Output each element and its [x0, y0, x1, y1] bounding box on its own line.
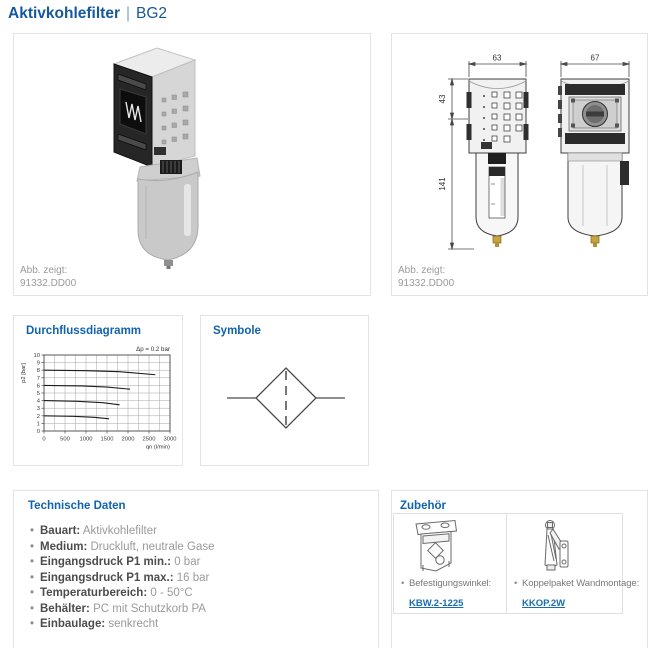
svg-text:p2 [bar]: p2 [bar]: [21, 363, 27, 383]
svg-text:4: 4: [36, 398, 40, 405]
svg-text:2: 2: [36, 413, 40, 420]
page-title-main: Aktivkohlefilter: [8, 5, 120, 22]
title-separator: |: [125, 5, 131, 22]
svg-text:10: 10: [33, 353, 40, 359]
dim-141: 141: [438, 177, 447, 191]
accessory-label-bracket: • Befestigungswinkel:: [401, 578, 491, 589]
technical-data-panel: [13, 490, 379, 648]
svg-text:1: 1: [36, 421, 40, 428]
accessory-card-bracket: [393, 513, 507, 614]
svg-text:qn (l/min): qn (l/min): [145, 444, 170, 451]
svg-text:1500: 1500: [100, 436, 114, 443]
tech-item-einbaulage: • Einbaulage: senkrecht: [30, 617, 215, 633]
flow-panel-heading: Durchflussdiagramm: [26, 325, 142, 337]
product-caption-line2: 91332.DD00: [20, 277, 77, 289]
svg-text:2000: 2000: [121, 436, 135, 443]
product-caption-line1: Abb. zeigt:: [20, 265, 68, 276]
dim-63: 63: [492, 53, 502, 63]
bracket-icon: [414, 519, 460, 573]
drawing-caption-line1: Abb. zeigt:: [398, 265, 446, 276]
front-view-drawing: [467, 79, 529, 247]
product-caption: [20, 265, 76, 290]
svg-text:0: 0: [36, 429, 40, 435]
page-title: [8, 5, 167, 23]
accessories-panel: [391, 490, 648, 648]
svg-text:7: 7: [36, 375, 40, 382]
tech-item-p1-max: • Eingangsdruck P1 max.: 16 bar: [30, 571, 215, 587]
side-view-drawing: [558, 79, 629, 247]
tech-item-p1-min: • Eingangsdruck P1 min.: 0 bar: [30, 555, 215, 571]
tech-item-behaelter: • Behälter: PC mit Schutzkorb PA: [30, 602, 215, 618]
symbols-panel-heading: Symbole: [213, 325, 261, 337]
accessories-panel-heading: Zubehör: [400, 500, 446, 512]
product-photo: [14, 34, 370, 295]
accessory-label-wall-mount: • Koppelpaket Wandmontage:: [514, 578, 639, 589]
drawing-caption: [398, 265, 454, 290]
dimension-drawing-panel: [391, 33, 648, 296]
page-title-variant: BG2: [136, 5, 168, 22]
svg-text:3000: 3000: [163, 436, 177, 443]
symbols-panel: [200, 315, 369, 466]
tech-item-medium: • Medium: Druckluft, neutrale Gase: [30, 540, 215, 556]
tech-data-list: [30, 524, 215, 633]
tech-item-temperatur: • Temperaturbereich: 0 - 50°C: [30, 586, 215, 602]
accessory-link-kbw[interactable]: KBW.2-1225: [409, 598, 464, 609]
svg-text:5: 5: [36, 391, 40, 397]
svg-text:6: 6: [36, 383, 40, 390]
svg-text:0: 0: [42, 436, 46, 443]
flow-chart-wrap: [18, 343, 180, 458]
dim-43: 43: [438, 94, 447, 104]
tech-item-bauart: • Bauart: Aktivkohlefilter: [30, 524, 215, 540]
accessory-card-wall-mount: [506, 513, 640, 614]
svg-text:1000: 1000: [79, 436, 93, 443]
wall-mount-icon: [533, 519, 579, 573]
flow-chart: [18, 343, 180, 453]
product-photo-panel: [13, 33, 371, 296]
svg-text:9: 9: [36, 360, 40, 367]
tech-panel-heading: Technische Daten: [28, 500, 126, 512]
svg-text:2500: 2500: [142, 436, 156, 443]
flow-diagram-panel: [13, 315, 183, 466]
svg-text:500: 500: [60, 436, 70, 443]
svg-text:Δp = 0.2 bar: Δp = 0.2 bar: [136, 346, 170, 353]
svg-text:8: 8: [36, 368, 40, 375]
svg-text:3: 3: [36, 406, 40, 413]
filter-symbol-icon: [203, 334, 369, 464]
dimension-drawing: [392, 34, 647, 295]
dim-67: 67: [590, 53, 600, 63]
accessory-link-kkop[interactable]: KKOP.2W: [522, 598, 566, 609]
drawing-caption-line2: 91332.DD00: [398, 277, 455, 289]
